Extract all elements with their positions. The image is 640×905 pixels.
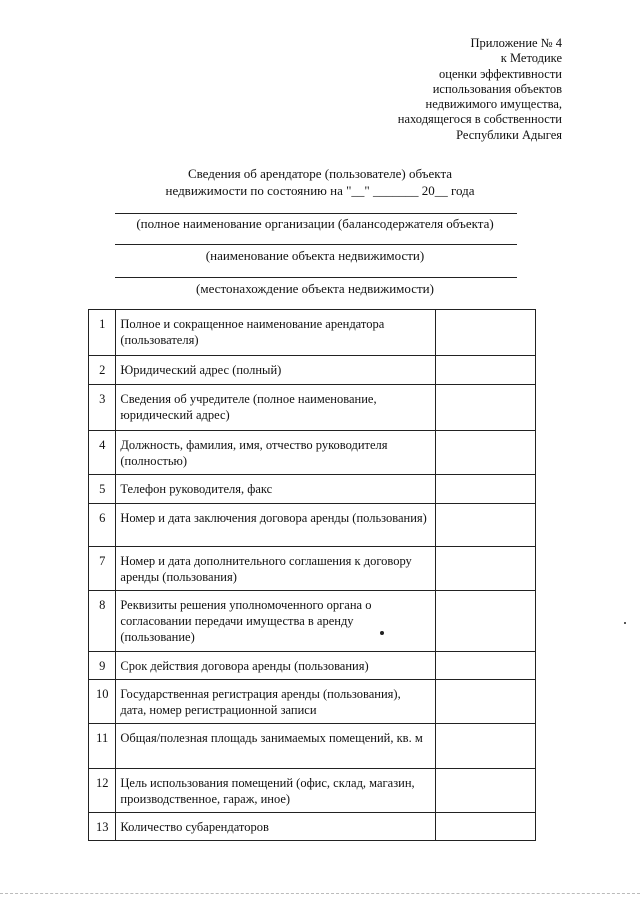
row-value-cell [436,680,536,724]
row-number: 13 [89,813,116,841]
row-value-cell [436,504,536,547]
row-number: 10 [89,680,116,724]
row-value-cell [436,591,536,652]
appendix-line: использования объектов [432,81,562,96]
row-number: 7 [89,547,116,591]
table-row [89,385,536,431]
row-description: Юридический адрес (полный) [116,356,436,385]
row-description: Цель использования помещений (офис, склад, магазин, производственное, гараж, иное) [116,769,436,813]
row-value-cell [436,385,536,431]
row-number: 4 [89,431,116,475]
object-name-fill-line [115,244,517,245]
appendix-line: Республики Адыгея [456,127,562,142]
row-description: Количество субарендаторов [116,813,436,841]
row-number: 6 [89,504,116,547]
document-heading [110,166,530,199]
row-value-cell [436,356,536,385]
row-description: Номер и дата заключения договора аренды (пользования) [116,504,436,547]
appendix-line: находящегося в собственности [397,112,562,127]
table-row [89,475,536,504]
row-number: 11 [89,724,116,769]
row-description: Общая/полезная площадь занимаемых помещений, кв. м [116,724,436,769]
row-description: Полное и сокращенное наименование арендатора (пользователя) [116,310,436,356]
appendix-line: к Методике [500,51,562,66]
row-description: Срок действия договора аренды (пользования) [116,652,436,680]
object-name-caption: (наименование объекта недвижимости) [205,248,425,263]
table-row [89,431,536,475]
organization-fill-line [115,213,517,214]
row-number: 9 [89,652,116,680]
row-description: Реквизиты решения уполномоченного органа о согласовании передачи имущества в аренду (пользование) [116,591,436,652]
row-description: Номер и дата дополнительного соглашения к договору аренды (пользования) [116,547,436,591]
appendix-line: оценки эффективности [439,66,562,81]
row-number: 8 [89,591,116,652]
table-row [89,680,536,724]
location-caption: (местонахождение объекта недвижимости) [196,281,434,296]
row-value-cell [436,475,536,504]
table-row [89,769,536,813]
table-row [89,310,536,356]
row-value-cell [436,652,536,680]
heading-line-1: Сведения об арендаторе (пользователе) объекта [187,166,453,181]
table-row [89,547,536,591]
row-value-cell [436,724,536,769]
row-value-cell [436,310,536,356]
tenant-info-table [88,309,536,841]
appendix-reference [398,36,562,143]
scan-speck [380,631,384,635]
scan-speck [624,622,626,624]
row-value-cell [436,431,536,475]
row-description: Сведения об учредителе (полное наименование, юридический адрес) [116,385,436,431]
row-value-cell [436,813,536,841]
appendix-line: недвижимого имущества, [425,97,562,112]
row-number: 5 [89,475,116,504]
appendix-line: Приложение № 4 [470,36,562,50]
heading-line-2: недвижимости по состоянию на "__" _______ 20__ года [165,182,475,198]
scan-edge-noise [0,893,640,895]
row-number: 1 [89,310,116,356]
table-row [89,724,536,769]
row-description: Должность, фамилия, имя, отчество руководителя (полностью) [116,431,436,475]
row-value-cell [436,547,536,591]
organization-caption: (полное наименование организации (балансодержателя объекта) [136,216,494,231]
row-value-cell [436,769,536,813]
table-row [89,652,536,680]
row-number: 3 [89,385,116,431]
location-fill-line [115,277,517,278]
table-row [89,813,536,841]
table-row [89,356,536,385]
table-row [89,504,536,547]
row-description: Телефон руководителя, факс [116,475,436,504]
row-number: 12 [89,769,116,813]
table-row [89,591,536,652]
row-number: 2 [89,356,116,385]
row-description: Государственная регистрация аренды (пользования), дата, номер регистрационной записи [116,680,436,724]
